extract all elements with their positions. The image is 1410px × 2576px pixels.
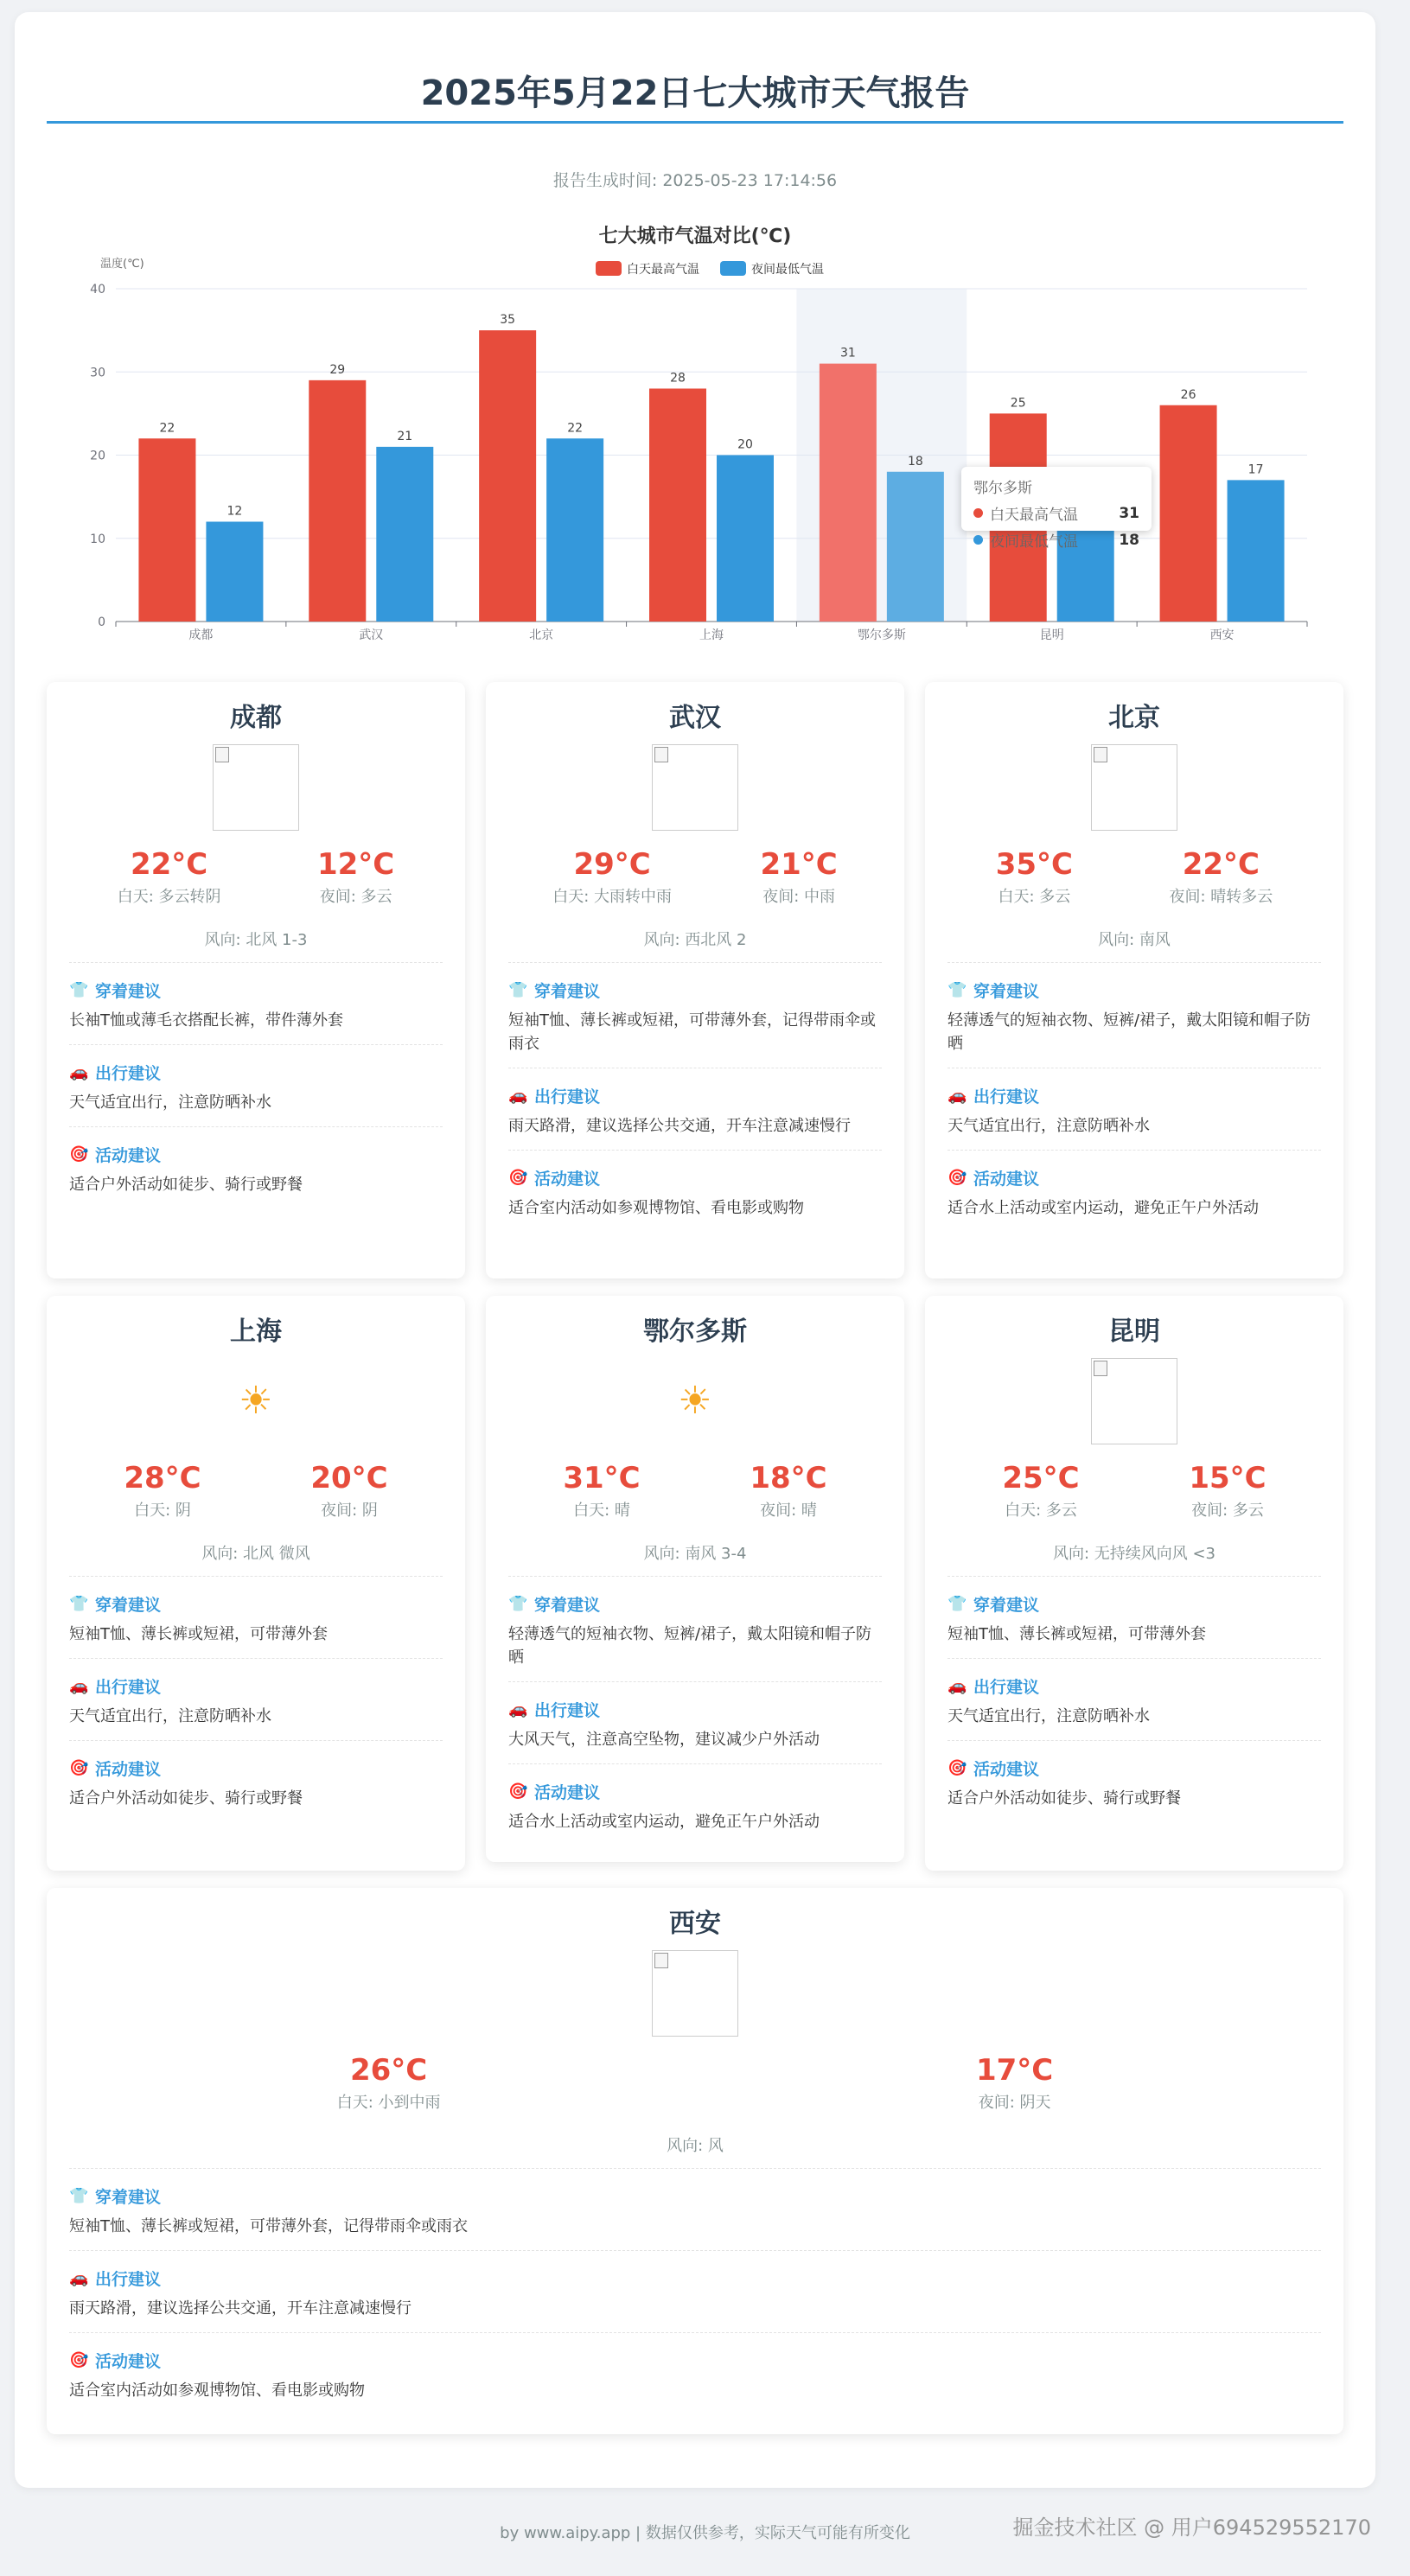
low-temp: 15°C (1189, 1461, 1266, 1495)
advice-travel-label: 出行建议 (973, 1087, 1040, 1106)
temps (508, 846, 882, 907)
bar (820, 364, 877, 622)
wind: 风向: 风 (69, 2133, 1321, 2169)
advice-travel (69, 1659, 443, 1741)
advice-activity-label: 活动建议 (95, 1146, 162, 1165)
advice-wear-head (69, 1592, 443, 1616)
tooltip-row-high (973, 502, 1139, 524)
shirt-icon: 👕 (947, 980, 967, 999)
low-temp: 20°C (310, 1461, 388, 1495)
car-icon: 🚗 (69, 1676, 89, 1695)
x-tick-label: 鄂尔多斯 (857, 628, 906, 642)
advice-activity (508, 1151, 882, 1232)
shirt-icon: 👕 (69, 2186, 89, 2205)
target-icon: 🎯 (69, 2350, 89, 2369)
advice-wear-head (69, 979, 443, 1002)
bar (1228, 480, 1285, 622)
low-desc: 夜间: 多云 (319, 888, 392, 906)
low-temp: 18°C (750, 1461, 827, 1495)
chart-tooltip (961, 467, 1152, 551)
advice-activity-head (947, 1757, 1321, 1780)
low-temp: 22°C (1182, 847, 1260, 882)
advice-activity-head (508, 1166, 882, 1189)
y-tick-label: 20 (90, 449, 105, 463)
bar (138, 438, 195, 622)
advice-wear-label: 穿着建议 (973, 982, 1040, 1001)
advice-travel-head (69, 1674, 443, 1698)
low-desc: 夜间: 阴 (321, 1502, 378, 1520)
advice-activity-head (69, 1757, 443, 1780)
advice-travel-head (947, 1084, 1321, 1107)
legend-label-0: 白天最高气温 (627, 263, 699, 277)
advice-activity-label: 活动建议 (534, 1783, 601, 1802)
x-tick-label: 武汉 (359, 628, 384, 642)
advice-wear-head (947, 1592, 1321, 1616)
data-label: 17 (1247, 462, 1264, 477)
city-name: 武汉 (669, 703, 721, 733)
advice-activity-text: 适合户外活动如徒步、骑行或野餐 (69, 1789, 303, 1808)
high-temp-block (337, 2052, 441, 2113)
low-desc: 夜间: 晴转多云 (1169, 888, 1273, 906)
tooltip-value-high: 31 (1119, 504, 1139, 522)
city-card (47, 1296, 465, 1871)
car-icon: 🚗 (69, 2268, 89, 2287)
low-temp: 17°C (975, 2053, 1054, 2088)
shirt-icon: 👕 (947, 1594, 967, 1613)
temperature-chart[interactable] (47, 211, 1343, 652)
advice-activity (69, 2333, 1321, 2414)
temps (947, 846, 1321, 907)
advice-activity-label: 活动建议 (973, 1170, 1040, 1189)
advice-travel-label: 出行建议 (534, 1087, 601, 1106)
target-icon: 🎯 (508, 1168, 528, 1187)
high-desc: 白天: 小到中雨 (336, 2094, 441, 2112)
temps (69, 846, 443, 907)
low-temp: 21°C (760, 847, 838, 882)
advice-wear-head (947, 979, 1321, 1002)
advice-activity (947, 1741, 1321, 1822)
high-desc: 白天: 多云转阴 (117, 888, 221, 906)
advice-travel (947, 1659, 1321, 1741)
tooltip-name-low: 夜间最低气温 (990, 533, 1078, 551)
low-temp-block (310, 1460, 387, 1521)
car-icon: 🚗 (947, 1676, 967, 1695)
advice-wear (508, 1577, 882, 1682)
advice-wear (508, 963, 882, 1068)
wind: 风向: 北风 1-3 (69, 928, 443, 963)
advice-travel (508, 1068, 882, 1151)
x-tick-label: 昆明 (1039, 628, 1064, 642)
advice-wear-text: 短袖T恤、薄长裤或短裙，可带薄外套，记得带雨伞或雨衣 (69, 2217, 468, 2235)
advice-travel (69, 2251, 1321, 2333)
high-temp-block (124, 1460, 201, 1521)
advice-travel-head (69, 1061, 443, 1084)
high-desc: 白天: 晴 (573, 1502, 630, 1520)
advice-activity-text: 适合水上活动或室内运动，避免正午户外活动 (508, 1813, 820, 1831)
wind: 风向: 无持续风向风 <3 (947, 1541, 1321, 1577)
high-desc: 白天: 多云 (998, 888, 1071, 906)
tooltip-category: 鄂尔多斯 (973, 480, 1032, 497)
low-temp-block (1189, 1460, 1266, 1521)
sun-icon: ☀ (239, 1379, 273, 1423)
data-label: 35 (500, 313, 516, 328)
advice-wear-label: 穿着建议 (95, 1596, 162, 1615)
target-icon: 🎯 (947, 1168, 967, 1187)
bar (887, 472, 944, 622)
high-temp-block (1002, 1460, 1079, 1521)
city-card (47, 682, 465, 1278)
data-label: 29 (329, 362, 346, 377)
advice-activity-head (69, 1143, 443, 1166)
city-card (486, 682, 904, 1278)
advice-wear (69, 963, 443, 1045)
high-desc: 白天: 阴 (134, 1502, 191, 1520)
advice-wear-label: 穿着建议 (95, 982, 162, 1001)
advice-activity (69, 1127, 443, 1208)
x-tick-label: 上海 (699, 628, 724, 642)
advice-travel-label: 出行建议 (95, 2270, 162, 2289)
car-icon: 🚗 (69, 1062, 89, 1081)
low-temp-block (760, 846, 837, 907)
data-label: 18 (907, 454, 923, 469)
high-desc: 白天: 多云 (1005, 1502, 1077, 1520)
city-card (925, 1296, 1343, 1871)
advice-activity (947, 1151, 1321, 1232)
high-temp: 22°C (130, 847, 208, 882)
footer: by www.aipy.app | 数据仅供参考，实际天气可能有所变化 (500, 2524, 910, 2542)
city-name: 北京 (1108, 703, 1160, 733)
bar (546, 438, 603, 622)
advice-activity (508, 1764, 882, 1846)
advice-travel-label: 出行建议 (95, 1064, 162, 1083)
advice-travel (508, 1682, 882, 1764)
low-temp-block (1169, 846, 1273, 907)
tooltip-value-low: 18 (1119, 531, 1139, 549)
tooltip-dot-high (973, 508, 983, 518)
advice-wear (947, 963, 1321, 1068)
data-label: 28 (670, 371, 686, 386)
advice-travel-text: 大风天气，注意高空坠物，建议减少户外活动 (508, 1731, 820, 1749)
advice-travel-head (69, 2267, 1321, 2290)
high-temp: 26°C (349, 2053, 428, 2088)
high-temp-block (996, 846, 1073, 907)
chart-title: 七大城市气温对比(℃) (598, 226, 792, 247)
advice-travel-text: 雨天路滑，建议选择公共交通，开车注意减速慢行 (508, 1117, 851, 1135)
x-tick-label: 北京 (529, 628, 554, 642)
y-tick-label: 0 (98, 615, 105, 629)
shirt-icon: 👕 (508, 980, 528, 999)
temps (69, 1460, 443, 1521)
city-card (925, 682, 1343, 1278)
advice-wear-label: 穿着建议 (534, 982, 601, 1001)
advice-activity-head (947, 1166, 1321, 1189)
advice-wear-text: 轻薄透气的短袖衣物、短裤/裙子，戴太阳镜和帽子防晒 (947, 1011, 1311, 1053)
city-name: 西安 (669, 1909, 721, 1939)
wind: 风向: 南风 (947, 928, 1321, 963)
sun-icon: ☀ (678, 1379, 712, 1423)
city-card (47, 1888, 1343, 2434)
advice-travel-text: 天气适宜出行，注意防晒补水 (69, 1094, 271, 1112)
shirt-icon: 👕 (508, 1594, 528, 1613)
advice-wear-head (508, 979, 882, 1002)
low-desc: 夜间: 中雨 (762, 888, 835, 906)
car-icon: 🚗 (947, 1086, 967, 1105)
advice-travel (69, 1045, 443, 1127)
x-tick-label: 成都 (188, 628, 214, 642)
shirt-icon: 👕 (69, 1594, 89, 1613)
data-label: 20 (737, 437, 753, 452)
advice-activity-head (508, 1780, 882, 1803)
tooltip-name-high: 白天最高气温 (990, 507, 1078, 524)
target-icon: 🎯 (69, 1758, 89, 1777)
data-label: 21 (397, 429, 413, 443)
wind: 风向: 西北风 2 (508, 928, 882, 963)
advice-wear (69, 2169, 1321, 2251)
low-temp-block (976, 2052, 1053, 2113)
data-label: 26 (1180, 387, 1196, 402)
page-title: 2025年5月22日七大城市天气报告 (420, 73, 970, 113)
advice-wear-label: 穿着建议 (534, 1596, 601, 1615)
data-label: 12 (226, 504, 243, 519)
tooltip-row-low (973, 529, 1139, 551)
watermark: 掘金技术社区 @ 用户694529552170 (1012, 2515, 1371, 2540)
low-desc: 夜间: 阴天 (978, 2094, 1051, 2112)
tooltip-dot-low (973, 535, 983, 545)
broken-image-icon (1091, 1358, 1177, 1444)
generated-time: 报告生成时间: 2025-05-23 17:14:56 (552, 171, 838, 190)
temps (508, 1460, 882, 1521)
low-desc: 夜间: 晴 (760, 1502, 817, 1520)
city-card (486, 1296, 904, 1862)
city-name: 鄂尔多斯 (643, 1317, 747, 1347)
target-icon: 🎯 (947, 1758, 967, 1777)
legend-swatch-0 (596, 261, 622, 276)
car-icon: 🚗 (508, 1086, 528, 1105)
advice-wear-text: 短袖T恤、薄长裤或短裙，可带薄外套 (69, 1625, 328, 1643)
data-label: 22 (567, 421, 584, 436)
low-temp-block (317, 846, 394, 907)
advice-wear-text: 长袖T恤或薄毛衣搭配长裤，带件薄外套 (69, 1011, 343, 1030)
data-label: 22 (159, 421, 175, 436)
advice-activity-label: 活动建议 (973, 1760, 1040, 1779)
chart-svg[interactable] (47, 211, 1343, 652)
temps (69, 2052, 1321, 2113)
low-temp: 12°C (316, 847, 395, 882)
x-tick-label: 西安 (1209, 628, 1235, 642)
advice-wear-text: 短袖T恤、薄长裤或短裙，可带薄外套 (947, 1625, 1206, 1643)
city-name: 上海 (230, 1317, 282, 1347)
bar (206, 522, 263, 622)
wind: 风向: 北风 微风 (69, 1541, 443, 1577)
bar (376, 447, 433, 622)
advice-activity-label: 活动建议 (95, 1760, 162, 1779)
advice-wear-head (508, 1592, 882, 1616)
low-desc: 夜间: 多云 (1191, 1502, 1264, 1520)
data-label: 25 (1010, 396, 1026, 411)
high-temp-block (563, 1460, 640, 1521)
advice-travel (947, 1068, 1321, 1151)
bar (479, 330, 536, 622)
y-tick-label: 30 (90, 366, 105, 380)
legend-swatch-1 (720, 261, 746, 276)
high-temp: 31°C (563, 1461, 641, 1495)
high-desc: 白天: 大雨转中雨 (552, 888, 673, 906)
y-tick-label: 10 (90, 532, 105, 546)
low-temp-block (750, 1460, 826, 1521)
advice-wear-text: 短袖T恤、薄长裤或短裙，可带薄外套，记得带雨伞或雨衣 (508, 1011, 876, 1053)
advice-wear (947, 1577, 1321, 1659)
shirt-icon: 👕 (69, 980, 89, 999)
target-icon: 🎯 (508, 1782, 528, 1801)
advice-travel-text: 雨天路滑，建议选择公共交通，开车注意减速慢行 (69, 2299, 412, 2318)
advice-wear-label: 穿着建议 (95, 2188, 162, 2207)
advice-travel-label: 出行建议 (95, 1678, 162, 1697)
high-temp-block (118, 846, 221, 907)
temps (947, 1460, 1321, 1521)
wind: 风向: 南风 3-4 (508, 1541, 882, 1577)
y-tick-label: 40 (90, 283, 105, 296)
broken-image-icon (652, 744, 738, 831)
broken-image-icon (1091, 744, 1177, 831)
advice-wear-text: 轻薄透气的短袖衣物、短裤/裙子，戴太阳镜和帽子防晒 (508, 1625, 872, 1667)
advice-activity-text: 适合室内活动如参观博物馆、看电影或购物 (508, 1199, 804, 1217)
advice-travel-text: 天气适宜出行，注意防晒补水 (69, 1707, 271, 1725)
advice-travel-text: 天气适宜出行，注意防晒补水 (947, 1117, 1150, 1135)
advice-activity-text: 适合水上活动或室内运动，避免正午户外活动 (947, 1199, 1259, 1217)
advice-travel-head (508, 1698, 882, 1721)
broken-image-icon (652, 1950, 738, 2037)
y-axis-label: 温度(℃) (100, 258, 144, 271)
advice-travel-label: 出行建议 (534, 1701, 601, 1720)
advice-activity-text: 适合户外活动如徒步、骑行或野餐 (947, 1789, 1181, 1808)
data-label: 31 (839, 346, 856, 360)
advice-activity-label: 活动建议 (534, 1170, 601, 1189)
target-icon: 🎯 (69, 1145, 89, 1164)
high-temp: 28°C (124, 1461, 201, 1495)
high-temp: 25°C (1002, 1461, 1080, 1495)
advice-travel-text: 天气适宜出行，注意防晒补水 (947, 1707, 1150, 1725)
high-temp: 29°C (573, 847, 651, 882)
advice-travel-head (947, 1674, 1321, 1698)
advice-activity-text: 适合户外活动如徒步、骑行或野餐 (69, 1176, 303, 1194)
city-name: 昆明 (1108, 1317, 1160, 1347)
advice-activity-text: 适合室内活动如参观博物馆、看电影或购物 (69, 2382, 365, 2400)
legend-label-1: 夜间最低气温 (751, 263, 824, 277)
bar (717, 456, 774, 622)
high-temp: 35°C (995, 847, 1073, 882)
bar (649, 389, 706, 622)
high-temp-block (552, 846, 672, 907)
advice-activity (69, 1741, 443, 1822)
car-icon: 🚗 (508, 1699, 528, 1718)
title-divider (47, 121, 1343, 124)
bar (1160, 405, 1217, 622)
advice-travel-head (508, 1084, 882, 1107)
broken-image-icon (213, 744, 299, 831)
advice-wear (69, 1577, 443, 1659)
bar (309, 380, 366, 622)
city-name: 成都 (230, 703, 282, 733)
advice-activity-label: 活动建议 (95, 2352, 162, 2371)
advice-activity-head (69, 2349, 1321, 2372)
advice-travel-label: 出行建议 (973, 1678, 1040, 1697)
advice-wear-head (69, 2184, 1321, 2208)
report-container (15, 12, 1375, 2488)
advice-wear-label: 穿着建议 (973, 1596, 1040, 1615)
